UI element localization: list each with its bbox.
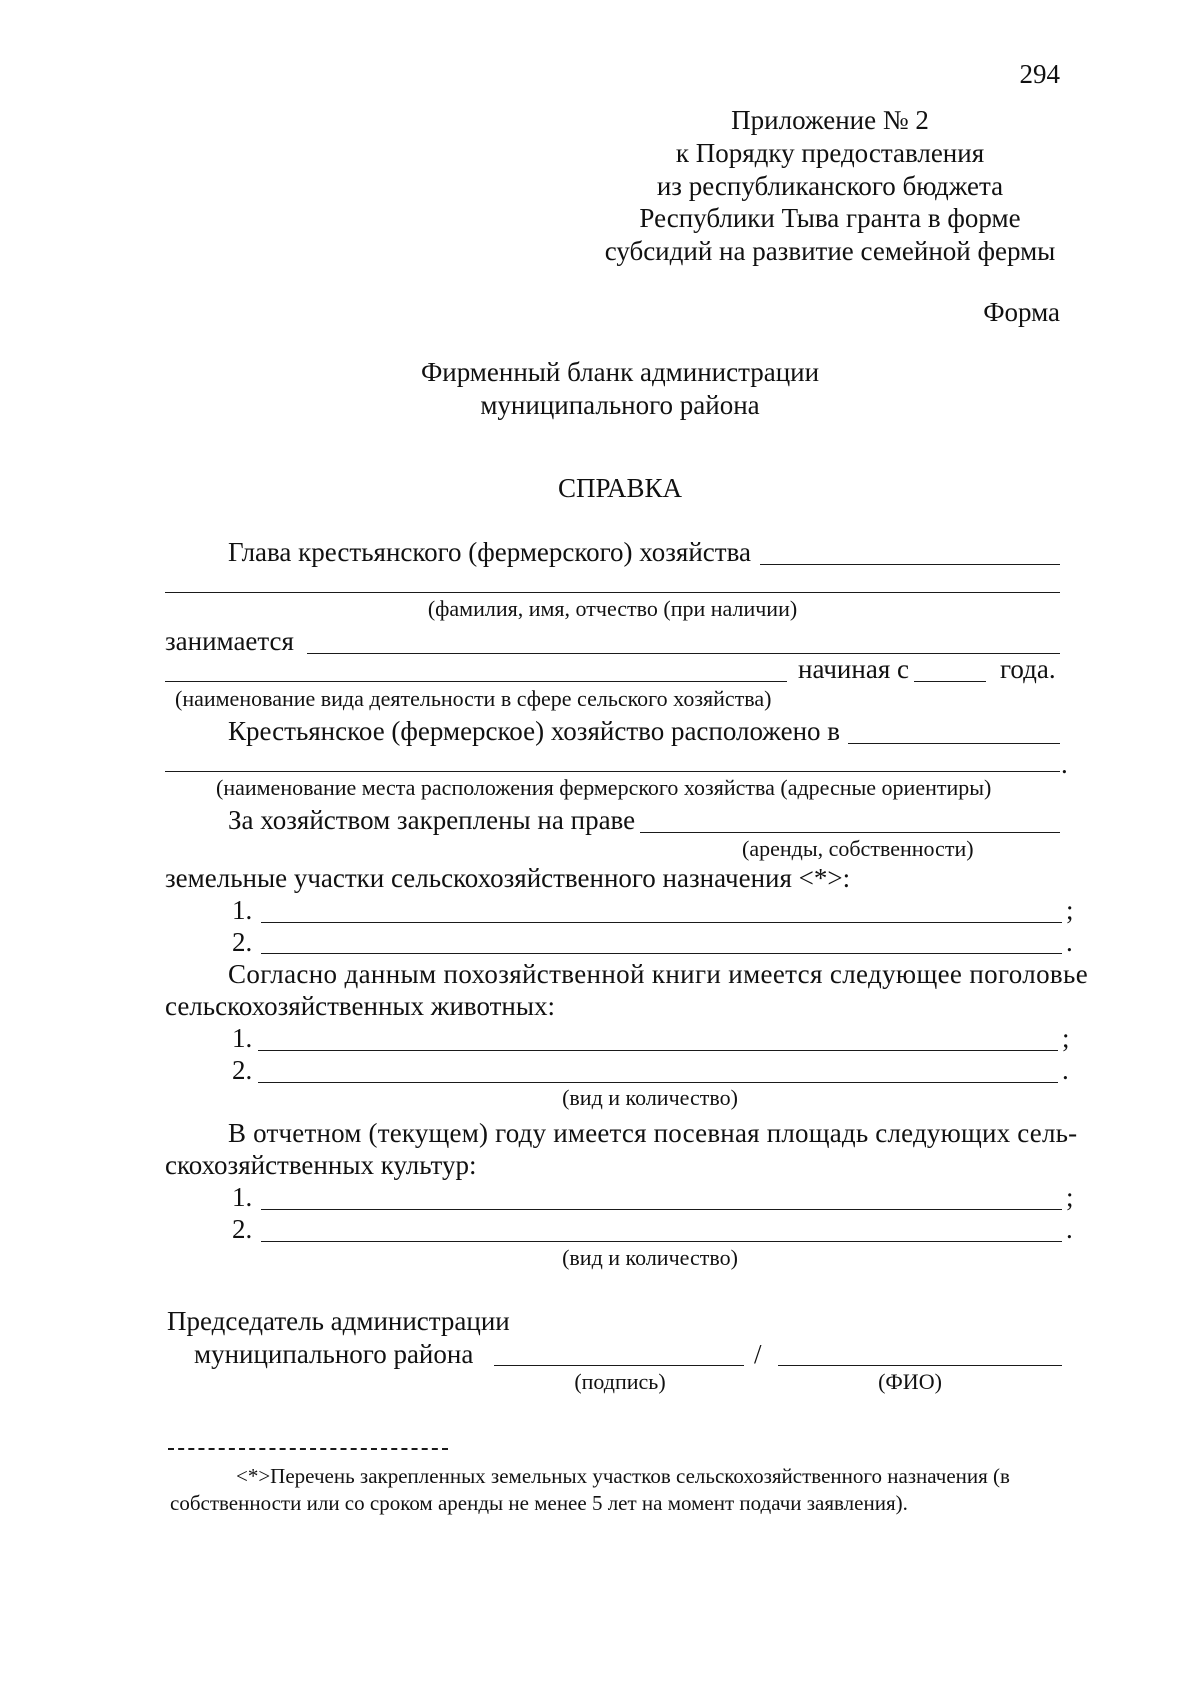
crops-item-2-field[interactable] bbox=[261, 1241, 1062, 1242]
right-hint: (аренды, собственности) bbox=[742, 836, 974, 861]
land-item-1-number: 1. bbox=[232, 895, 253, 925]
location-field-continued[interactable] bbox=[165, 771, 1060, 772]
document-title: СПРАВКА bbox=[557, 473, 683, 503]
footnote-separator bbox=[168, 1448, 448, 1450]
starting-label: начиная с bbox=[798, 654, 909, 684]
location-field[interactable] bbox=[848, 743, 1060, 744]
crops-item-2-period: . bbox=[1066, 1214, 1073, 1244]
livestock-item-1-field[interactable] bbox=[258, 1050, 1058, 1051]
crops-item-2-number: 2. bbox=[232, 1214, 253, 1244]
appendix-line-4: Республики Тыва гранта в форме bbox=[639, 203, 1021, 233]
activity-field-continued[interactable] bbox=[165, 681, 787, 682]
land-label: земельные участки сельскохозяйственного назначения <*>: bbox=[165, 863, 851, 893]
land-item-1-field[interactable] bbox=[261, 922, 1062, 923]
livestock-line-2: сельскохозяйственных животных: bbox=[165, 991, 555, 1021]
signer-role-line-2: муниципального района bbox=[194, 1339, 474, 1369]
appendix-line-2: к Порядку предоставления bbox=[675, 138, 985, 168]
land-item-1-semicolon: ; bbox=[1066, 895, 1074, 925]
location-period: . bbox=[1061, 749, 1068, 779]
livestock-line-1: Согласно данным похозяйственной книги имеется следующее поголовье bbox=[228, 959, 1089, 989]
appendix-line-3: из республиканского бюджета bbox=[656, 171, 1004, 201]
right-type-field[interactable] bbox=[640, 832, 1060, 833]
land-item-2-field[interactable] bbox=[261, 953, 1062, 954]
livestock-item-1-number: 1. bbox=[232, 1023, 253, 1053]
crops-item-1-semicolon: ; bbox=[1066, 1182, 1074, 1212]
form-label: Форма bbox=[983, 297, 1060, 327]
livestock-item-2-number: 2. bbox=[232, 1055, 253, 1085]
appendix-line-5: субсидий на развитие семейной фермы bbox=[604, 236, 1056, 266]
crops-item-1-field[interactable] bbox=[261, 1209, 1062, 1210]
signer-name-field[interactable] bbox=[778, 1365, 1062, 1366]
footnote-line-1: <*>Перечень закрепленных земельных участков сельскохозяйственного назначения (в bbox=[236, 1464, 1010, 1488]
head-name-field[interactable] bbox=[760, 564, 1060, 565]
letterhead-line-1: Фирменный бланк администрации bbox=[420, 357, 820, 387]
land-item-2-number: 2. bbox=[232, 927, 253, 957]
livestock-kind-hint: (вид и количество) bbox=[562, 1085, 738, 1110]
footnote-line-2: собственности или со сроком аренды не менее 5 лет на момент подачи заявления). bbox=[170, 1491, 908, 1515]
land-item-2-period: . bbox=[1066, 927, 1073, 957]
assigned-label: За хозяйством закреплены на праве bbox=[228, 805, 636, 835]
crops-line-1: В отчетном (текущем) году имеется посевная площадь следующих сель- bbox=[228, 1118, 1078, 1148]
signature-field[interactable] bbox=[494, 1365, 744, 1366]
page-number: 294 bbox=[1019, 59, 1060, 89]
activity-hint: (наименование вида деятельности в сфере сельского хозяйства) bbox=[175, 686, 772, 711]
signer-role-line-1: Председатель администрации bbox=[167, 1306, 510, 1336]
livestock-item-1-semicolon: ; bbox=[1062, 1023, 1070, 1053]
engaged-label: занимается bbox=[165, 626, 294, 656]
name-hint: (ФИО) bbox=[878, 1369, 942, 1394]
livestock-item-2-field[interactable] bbox=[258, 1082, 1058, 1083]
sign-hint: (подпись) bbox=[574, 1369, 666, 1394]
crops-item-1-number: 1. bbox=[232, 1182, 253, 1212]
crops-kind-hint: (вид и количество) bbox=[562, 1245, 738, 1270]
crops-line-2: скохозяйственных культур: bbox=[165, 1150, 477, 1180]
livestock-item-2-period: . bbox=[1062, 1055, 1069, 1085]
activity-field[interactable] bbox=[307, 653, 1060, 654]
year-label: года. bbox=[1000, 654, 1056, 684]
fio-hint: (фамилия, имя, отчество (при наличии) bbox=[427, 596, 798, 621]
located-label: Крестьянское (фермерское) хозяйство расположено в bbox=[228, 716, 841, 746]
head-name-field-continued[interactable] bbox=[165, 592, 1060, 593]
start-year-field[interactable] bbox=[914, 681, 986, 682]
head-label: Глава крестьянского (фермерского) хозяйства bbox=[228, 537, 751, 567]
appendix-line-1: Приложение № 2 bbox=[731, 105, 929, 135]
location-hint: (наименование места расположения фермерского хозяйства (адресные ориентиры) bbox=[216, 775, 992, 800]
letterhead-line-2: муниципального района bbox=[480, 390, 760, 420]
signature-separator: / bbox=[754, 1339, 762, 1369]
